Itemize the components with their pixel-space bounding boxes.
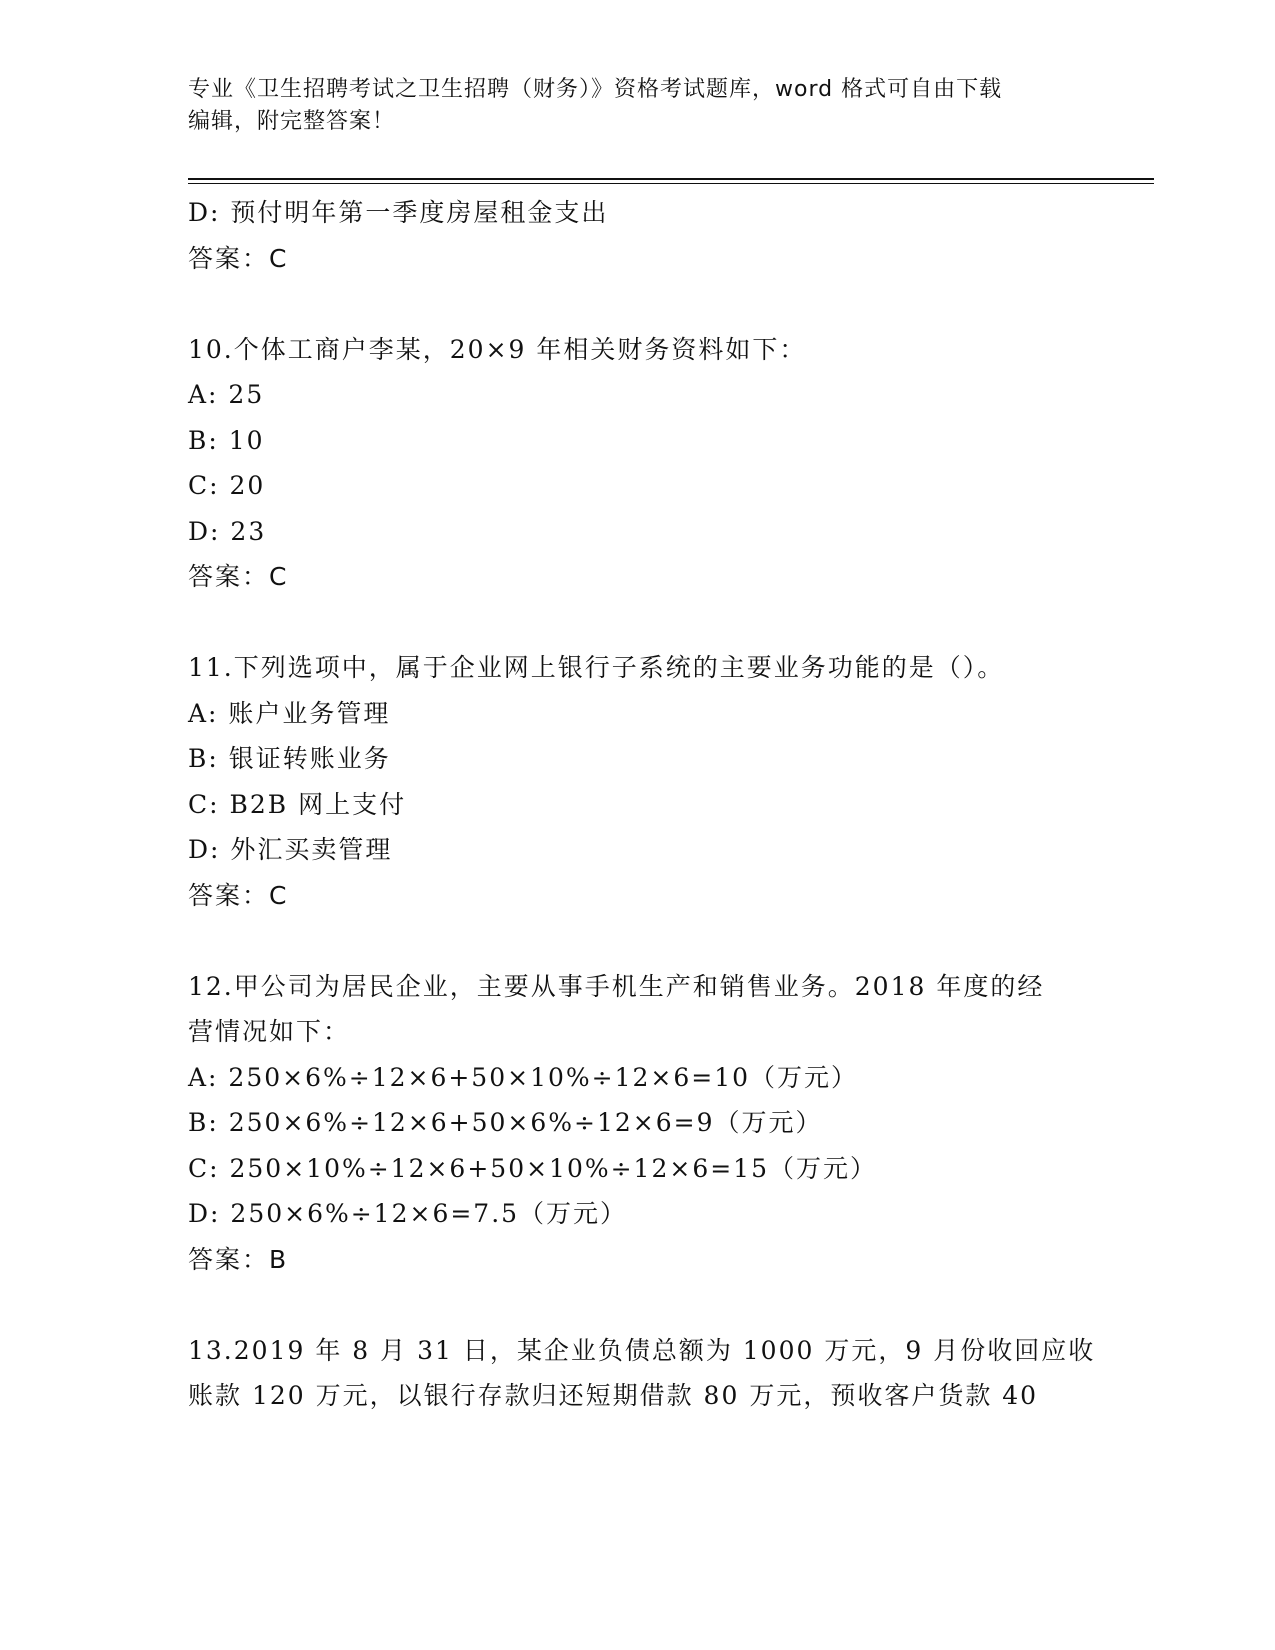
answer: 答案：C bbox=[188, 562, 289, 591]
option-b: B: 10 bbox=[188, 425, 265, 455]
option-c: C: 250×10%÷12×6+50×10%÷12×6=15（万元） bbox=[188, 1153, 877, 1183]
question-previous bbox=[188, 190, 1148, 281]
question-stem-line-2: 账款 120 万元，以银行存款归还短期借款 80 万元，预收客户货款 40 bbox=[188, 1381, 1039, 1410]
question-10 bbox=[188, 327, 1148, 600]
question-list bbox=[188, 190, 1148, 1419]
question-stem: 11.下列选项中，属于企业网上银行子系统的主要业务功能的是（）。 bbox=[188, 653, 1005, 682]
option-d: D: 250×6%÷12×6=7.5（万元） bbox=[188, 1199, 628, 1228]
option-c: C: 20 bbox=[188, 471, 266, 500]
header-line-2: 编辑，附完整答案！ bbox=[188, 109, 396, 134]
option-d: D: 外汇买卖管理 bbox=[188, 835, 393, 864]
option-d: D: 23 bbox=[188, 516, 267, 546]
answer: 答案：C bbox=[188, 880, 289, 910]
header-line-1: 专业《卫生招聘考试之卫生招聘（财务）》资格考试题库，word 格式可自由下载 bbox=[188, 77, 1003, 102]
question-13 bbox=[188, 1328, 1148, 1419]
question-11 bbox=[188, 645, 1148, 918]
option-b: B: 250×6%÷12×6+50×6%÷12×6=9（万元） bbox=[188, 1108, 823, 1137]
question-stem-line-2: 营情况如下： bbox=[188, 1017, 351, 1046]
question-stem: 10.个体工商户李某，20×9 年相关财务资料如下： bbox=[188, 334, 807, 364]
document-header bbox=[188, 74, 1088, 138]
question-stem-line-1: 12.甲公司为居民企业，主要从事手机生产和销售业务。2018 年度的经 bbox=[188, 971, 1045, 1001]
option-a: A: 250×6%÷12×6+50×10%÷12×6=10（万元） bbox=[188, 1062, 859, 1092]
option-c: C: B2B 网上支付 bbox=[188, 789, 407, 819]
header-divider-thick bbox=[188, 178, 1154, 180]
option-d: D: 预付明年第一季度房屋租金支出 bbox=[188, 198, 609, 227]
question-12 bbox=[188, 964, 1148, 1283]
option-a: A: 25 bbox=[188, 380, 265, 409]
question-stem-line-1: 13.2019 年 8 月 31 日，某企业负债总额为 1000 万元，9 月份收回应收 bbox=[188, 1335, 1096, 1365]
answer: 答案：B bbox=[188, 1244, 289, 1274]
answer: 答案：C bbox=[188, 243, 289, 273]
header-divider-thin bbox=[188, 183, 1154, 184]
option-a: A: 账户业务管理 bbox=[188, 698, 391, 728]
option-b: B: 银证转账业务 bbox=[188, 744, 391, 773]
